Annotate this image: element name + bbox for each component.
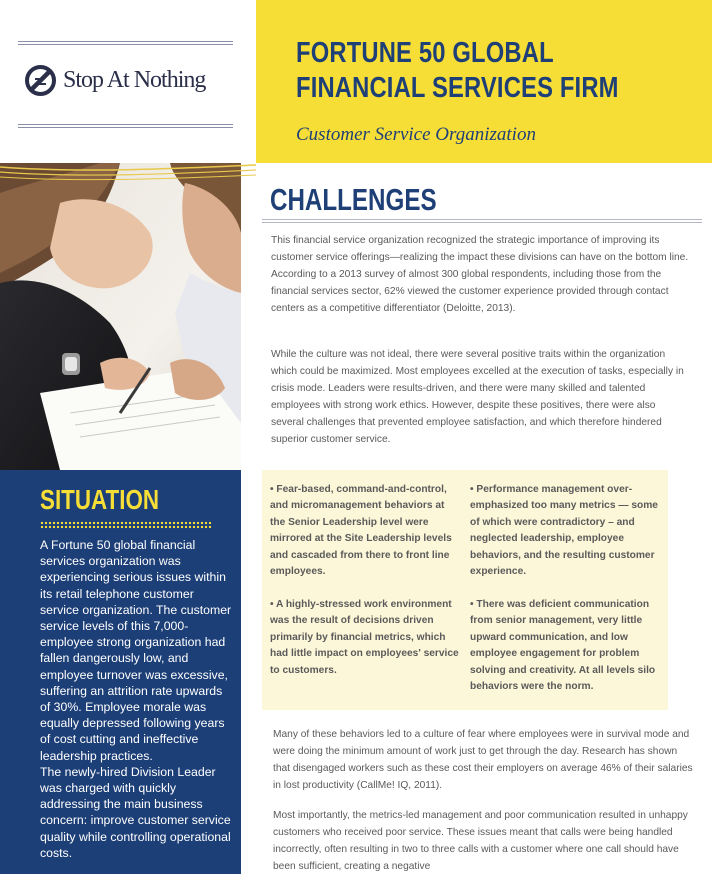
situation-dotted-rule-2	[40, 525, 211, 529]
situation-paragraph-2: The newly-hired Division Leader was charged with quickly addressing the main business concern: improve customer service quality while controlling operational costs.	[40, 764, 231, 860]
challenges-paragraph-3: Many of these behaviors led to a culture of fear where employees were in survival mode and were doing the minimum amount of work just to get through the day. Research has shown that disengaged workers such as these cost their employers on average 46% of their salaries in lost productivity (CallMe! IQ, 2011).	[273, 729, 693, 791]
stop-at-nothing-logo-icon	[24, 64, 57, 97]
logo-bottom-rule	[18, 124, 233, 128]
situation-panel	[0, 470, 241, 874]
page-title-line1: FORTUNE 50 GLOBAL	[296, 37, 554, 69]
challenges-paragraph-1: This financial service organization recognized the strategic importance of improving its customer service offerings—realizing the impact these divisions can have on the bottom line. According to a 2013 survey of almost 300 global respondents, including those from the financial services sector, 62% viewed the customer experience provided through contact centers as a competitive differentiator (Deloitte, 2013).	[271, 235, 689, 314]
page-title	[296, 36, 624, 106]
situation-paragraph-1: A Fortune 50 global financial services organization was experiencing serious issues within its retail telephone customer service organization. The customer service levels of this 7,000-employee strong organization had fallen dangerously low, and employee turnover was excessive, suffering an attrition rate upwards of 30%. Employee morale was equally depressed following years of cost cutting and ineffective leadership practices.	[40, 538, 232, 763]
title-banner	[256, 0, 712, 163]
logo-wordmark: Stop At Nothing	[63, 67, 206, 93]
logo-block	[0, 0, 256, 163]
challenge-bullet-4: • There was deficient communication from senior management, very little upward communication, and low employee engagement for problem solving and creativity. At all levels silo behaviors were the norm.	[470, 599, 656, 693]
challenges-paragraph-2: While the culture was not ideal, there were several positive traits within the organization which could be maximized. Most employees excelled at the execution of tasks, especially in crisis mode. Leaders were results-driven, and there were many skilled and talented employees with strong work ethics. However, despite these positives, there were also several challenges that prevented employee satisfaction, and which therefore hindered superior customer service.	[271, 349, 684, 445]
logo	[24, 64, 205, 97]
challenge-bullet-1: • Fear-based, command-and-control, and micromanagement behaviors at the Senior Leadership level were mirrored at the Site Leadership levels and cascaded from there to front line employees.	[270, 484, 452, 578]
challenges-heading: CHALLENGES	[270, 182, 437, 217]
logo-top-rule	[18, 41, 233, 45]
situation-heading: SITUATION	[40, 484, 160, 515]
challenges-callout-box	[262, 470, 668, 710]
challenges-paragraph-4: Most importantly, the metrics-led management and poor communication resulted in unhappy customers who received poor service. These issues meant that calls were being handled incorrectly, often resulting in two to three calls with a customer where one call should have been sufficient, creating a negative	[273, 810, 688, 872]
business-people-reviewing-documents-photo	[0, 163, 241, 470]
page-subtitle: Customer Service Organization	[296, 124, 536, 145]
challenges-rule	[262, 219, 702, 223]
situation-body	[40, 537, 232, 861]
decorative-gold-lines	[0, 163, 256, 185]
challenge-bullet-2: • Performance management over-emphasized too many metrics — some of which were contradictory – and neglected leadership, employee behaviors, and the resulting customer experience.	[470, 484, 658, 578]
challenge-bullet-3: • A highly-stressed work environment was the result of decisions driven primarily by financial metrics, which had little impact on employees' service to customers.	[270, 599, 459, 676]
page-title-line2: FINANCIAL SERVICES FIRM	[296, 72, 619, 104]
